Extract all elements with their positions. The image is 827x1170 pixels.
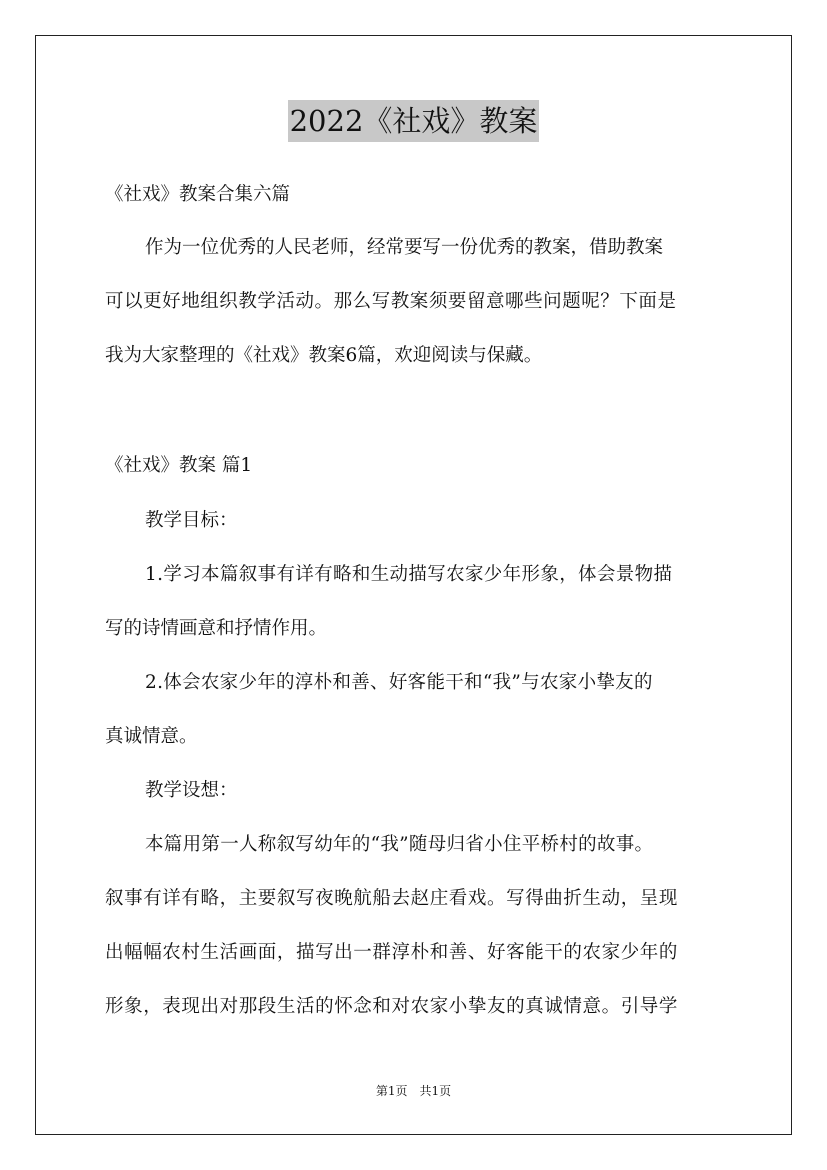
- design-heading: 教学设想：: [145, 780, 238, 801]
- design-line-2: 叙事有详有略，主要叙写夜晚航船去赵庄看戏。写得曲折生动，呈现: [105, 888, 679, 909]
- document-subtitle: 《社戏》教案合集六篇: [105, 184, 291, 205]
- design-line-1: 本篇用第一人称叙写幼年的“我”随母归省小住平桥村的故事。: [145, 834, 654, 855]
- page-footer: [0, 1083, 827, 1099]
- design-line-4: 形象，表现出对那段生活的怀念和对农家小挚友的真诚情意。引导学: [105, 996, 679, 1017]
- goal-1-line-1: 1.学习本篇叙事有详有略和生动描写农家少年形象，体会景物描: [145, 564, 673, 585]
- goal-2-line-1: 2.体会农家少年的淳朴和善、好客能干和“我”与农家小挚友的: [145, 672, 653, 693]
- goal-2-line-2: 真诚情意。: [105, 726, 198, 747]
- intro-line-1-text: 作为一位优秀的人民老师，经常要写一份优秀的教案，借助教案: [145, 237, 664, 258]
- goals-heading: 教学目标：: [145, 510, 238, 531]
- document-title: 2022《社戏》教案: [288, 100, 540, 142]
- page-number-label: 第1页 共1页: [375, 1084, 452, 1098]
- title-container: [0, 100, 827, 142]
- intro-line-3: 我为大家整理的《社戏》教案6篇，欢迎阅读与保藏。: [105, 345, 543, 366]
- design-line-3: 出幅幅农村生活画面，描写出一群淳朴和善、好客能干的农家少年的: [105, 942, 679, 963]
- section-heading-1: 《社戏》教案 篇1: [105, 455, 253, 476]
- goal-1-line-2: 写的诗情画意和抒情作用。: [105, 618, 328, 639]
- intro-line-1: [145, 236, 725, 260]
- intro-line-2: 可以更好地组织教学活动。那么写教案须要留意哪些问题呢？下面是: [105, 291, 677, 312]
